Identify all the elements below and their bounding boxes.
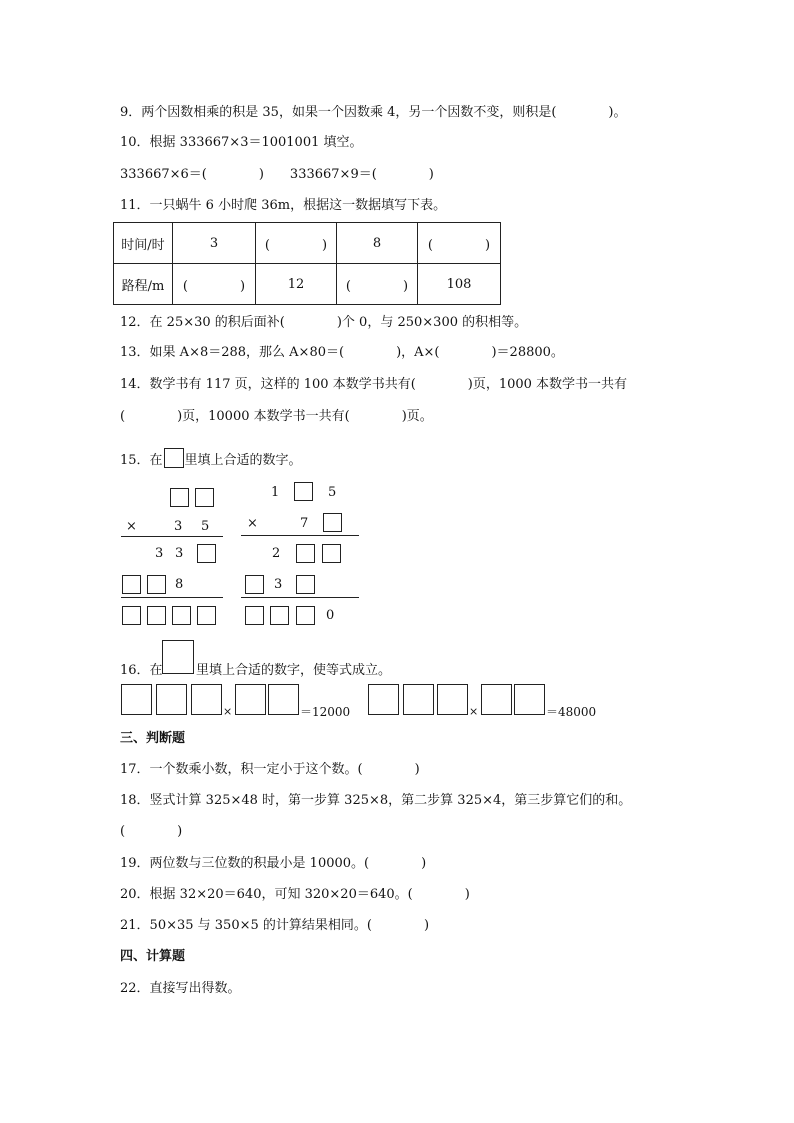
digit-box[interactable] xyxy=(368,684,399,715)
question-11: 11．一只蜗牛 6 小时爬 36m，根据这一数据填写下表。 xyxy=(120,198,447,213)
digit-box[interactable] xyxy=(268,684,299,715)
digit: 3 xyxy=(274,577,283,592)
digit: 1 xyxy=(271,485,280,500)
digit-box[interactable] xyxy=(172,606,191,625)
question-9: 9．两个因数相乘的积是 35，如果一个因数乘 4，另一个因数不变，则积是( )。 xyxy=(120,105,627,120)
digit-box[interactable] xyxy=(195,488,214,507)
question-15 xyxy=(120,448,302,470)
table-cell: 12 xyxy=(256,264,337,305)
equation-result: ＝12000 xyxy=(300,705,351,719)
digit: 3 xyxy=(175,546,184,561)
question-14-line2: ( )页，10000 本数学书一共有( )页。 xyxy=(120,409,433,424)
digit-box[interactable] xyxy=(270,606,289,625)
digit-box[interactable] xyxy=(481,684,512,715)
question-18-line1: 18．竖式计算 325×48 时，第一步算 325×8，第二步算 325×4，第三步算它们的和。 xyxy=(120,793,632,808)
question-13: 13．如果 A×8＝288，那么 A×80＝( )，A×( )＝28800。 xyxy=(120,345,564,360)
digit: 8 xyxy=(175,577,184,592)
table-cell: 路程/m xyxy=(114,264,173,305)
answer-box-icon xyxy=(164,448,184,468)
question-14-line1: 14．数学书有 117 页，这样的 100 本数学书共有( )页，1000 本数学书一共有 xyxy=(120,377,628,392)
digit-box[interactable] xyxy=(296,544,315,563)
rule-line xyxy=(241,597,359,598)
table-cell: 3 xyxy=(173,223,256,264)
table-cell: 时间/时 xyxy=(114,223,173,264)
table-cell: ( ) xyxy=(173,264,256,305)
rule-line xyxy=(121,597,223,598)
digit-box[interactable] xyxy=(122,606,141,625)
digit-box[interactable] xyxy=(322,544,341,563)
table-row xyxy=(114,264,501,305)
digit: 3 xyxy=(174,519,183,534)
question-20: 20．根据 32×20＝640，可知 320×20＝640。( ) xyxy=(120,887,470,902)
digit: 5 xyxy=(328,485,337,500)
q16-suffix: 里填上合适的数字，使等式成立。 xyxy=(196,663,392,678)
digit: 0 xyxy=(326,608,335,623)
digit-box[interactable] xyxy=(170,488,189,507)
section-heading-judgement: 三、判断题 xyxy=(120,731,186,746)
question-22: 22．直接写出得数。 xyxy=(120,981,241,996)
multiply-sign: × xyxy=(223,705,233,718)
table-cell: ( ) xyxy=(418,223,501,264)
multiply-sign: × xyxy=(247,516,258,531)
digit-box[interactable] xyxy=(245,575,264,594)
digit-box[interactable] xyxy=(514,684,545,715)
table-cell: 8 xyxy=(337,223,418,264)
question-12: 12．在 25×30 的积后面补( )个 0，与 250×300 的积相等。 xyxy=(120,315,528,330)
question-18-line2: ( ) xyxy=(120,824,183,839)
digit: 3 xyxy=(155,546,164,561)
rule-line xyxy=(121,536,223,537)
digit: 2 xyxy=(272,546,281,561)
answer-box-icon xyxy=(162,640,194,674)
digit-box[interactable] xyxy=(122,575,141,594)
digit-box[interactable] xyxy=(403,684,434,715)
question-21: 21．50×35 与 350×5 的计算结果相同。( ) xyxy=(120,918,430,933)
digit-box[interactable] xyxy=(121,684,152,715)
q15-prefix: 15．在 xyxy=(120,453,163,468)
digit-box[interactable] xyxy=(296,575,315,594)
digit-box[interactable] xyxy=(147,606,166,625)
table-cell: 108 xyxy=(418,264,501,305)
digit-box[interactable] xyxy=(437,684,468,715)
question-10: 10．根据 333667×3＝1001001 填空。 xyxy=(120,135,363,150)
digit-box[interactable] xyxy=(245,606,264,625)
table-cell: ( ) xyxy=(337,264,418,305)
question-17: 17．一个数乘小数，积一定小于这个数。( ) xyxy=(120,762,420,777)
q15-suffix: 里填上合适的数字。 xyxy=(184,453,302,468)
digit: 7 xyxy=(300,516,309,531)
table-cell: ( ) xyxy=(256,223,337,264)
digit-box[interactable] xyxy=(197,606,216,625)
speed-table xyxy=(113,222,501,305)
question-10-blanks: 333667×6＝( ) 333667×9＝( ) xyxy=(120,167,434,182)
digit-box[interactable] xyxy=(147,575,166,594)
digit: 5 xyxy=(201,519,210,534)
table-row xyxy=(114,223,501,264)
question-19: 19．两位数与三位数的积最小是 10000。( ) xyxy=(120,856,427,871)
digit-box[interactable] xyxy=(191,684,222,715)
digit-box[interactable] xyxy=(296,606,315,625)
multiply-sign: × xyxy=(126,519,137,534)
digit-box[interactable] xyxy=(156,684,187,715)
multiply-sign: × xyxy=(469,705,479,718)
q16-prefix: 16．在 xyxy=(120,663,163,678)
digit-box[interactable] xyxy=(323,513,342,532)
section-heading-calculation: 四、计算题 xyxy=(120,949,186,964)
digit-box[interactable] xyxy=(235,684,266,715)
rule-line xyxy=(241,535,359,536)
digit-box[interactable] xyxy=(197,544,216,563)
equation-result: ＝48000 xyxy=(546,705,597,719)
digit-box[interactable] xyxy=(294,482,313,501)
